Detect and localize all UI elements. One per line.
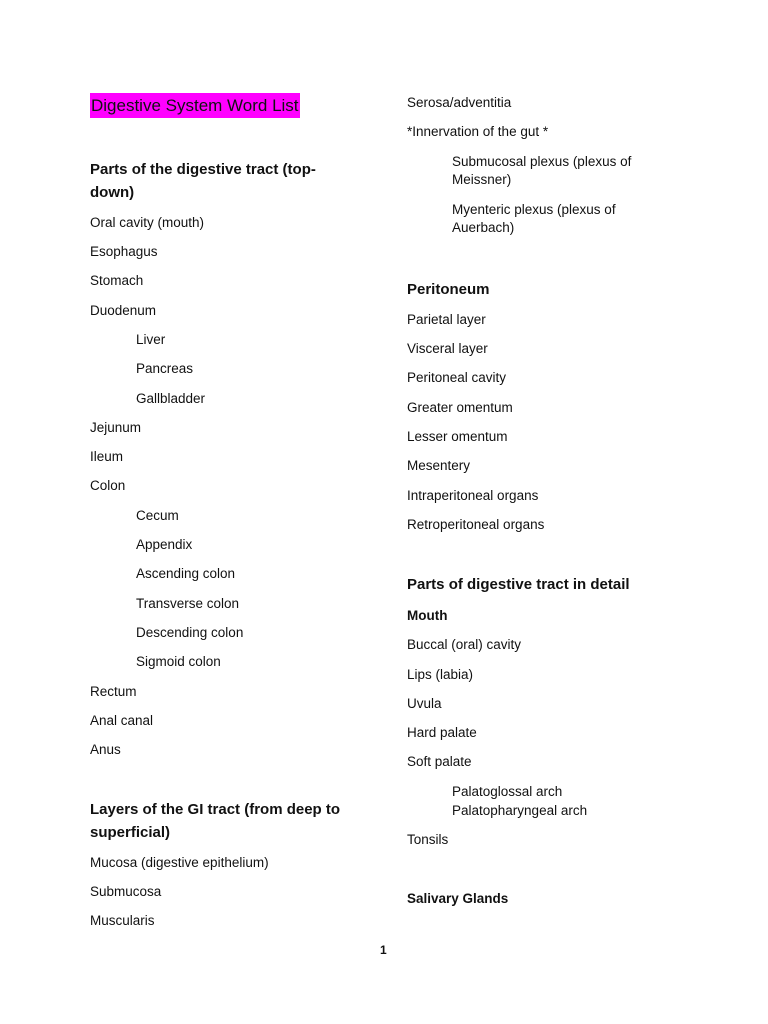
section-heading-peritoneum: Peritoneum [407,281,490,298]
list-item: Oral cavity (mouth) [90,215,205,230]
list-item: Jejunum [90,420,142,435]
list-subitem: Ascending colon [136,566,236,581]
list-item: Anal canal [90,713,154,728]
list-item: Soft palate [407,754,472,769]
section-heading-layers: Layers of the GI tract (from deep to superficial) [90,801,341,841]
list-item: Submucosa [90,884,162,899]
list-subitem: Palatopharyngeal arch [452,803,588,818]
subsection-heading-salivary: Salivary Glands [407,891,509,906]
list-subitem: Myenteric plexus (plexus of Auerbach) [452,202,616,235]
list-item: Hard palate [407,725,477,740]
list-subitem: Pancreas [136,361,194,376]
list-item: Parietal layer [407,312,486,327]
list-item: Visceral layer [407,341,488,356]
list-item: Duodenum [90,303,157,318]
list-subitem: Palatoglossal arch [452,784,563,799]
list-subitem: Appendix [136,537,193,552]
list-item: Stomach [90,273,144,288]
list-subitem: Gallbladder [136,391,206,406]
section-heading-detail: Parts of digestive tract in detail [407,576,630,593]
list-item: Ileum [90,449,124,464]
list-item: *Innervation of the gut * [407,124,549,139]
list-item: Esophagus [90,244,158,259]
list-item: Uvula [407,696,442,711]
list-item: Retroperitoneal organs [407,517,545,532]
list-item: Colon [90,478,126,493]
list-item: Serosa/adventitia [407,95,512,110]
list-item: Rectum [90,684,137,699]
list-item: Mucosa (digestive epithelium) [90,855,269,870]
page-title: Digestive System Word List [90,93,300,118]
subsection-heading-mouth: Mouth [407,608,448,623]
list-item: Tonsils [407,832,449,847]
list-item: Lips (labia) [407,667,474,682]
list-subitem: Transverse colon [136,596,240,611]
list-item: Mesentery [407,458,471,473]
list-subitem: Sigmoid colon [136,654,221,669]
list-item: Peritoneal cavity [407,370,507,385]
list-item: Buccal (oral) cavity [407,637,522,652]
list-subitem: Cecum [136,508,179,523]
list-item: Anus [90,742,121,757]
list-item: Muscularis [90,913,155,928]
list-subitem: Liver [136,332,166,347]
list-item: Greater omentum [407,400,513,415]
section-heading-tract: Parts of the digestive tract (top-down) [90,161,316,201]
list-item: Intraperitoneal organs [407,488,539,503]
page-number: 1 [380,943,387,957]
list-subitem: Descending colon [136,625,244,640]
list-subitem: Submucosal plexus (plexus of Meissner) [452,154,632,187]
list-item: Lesser omentum [407,429,508,444]
